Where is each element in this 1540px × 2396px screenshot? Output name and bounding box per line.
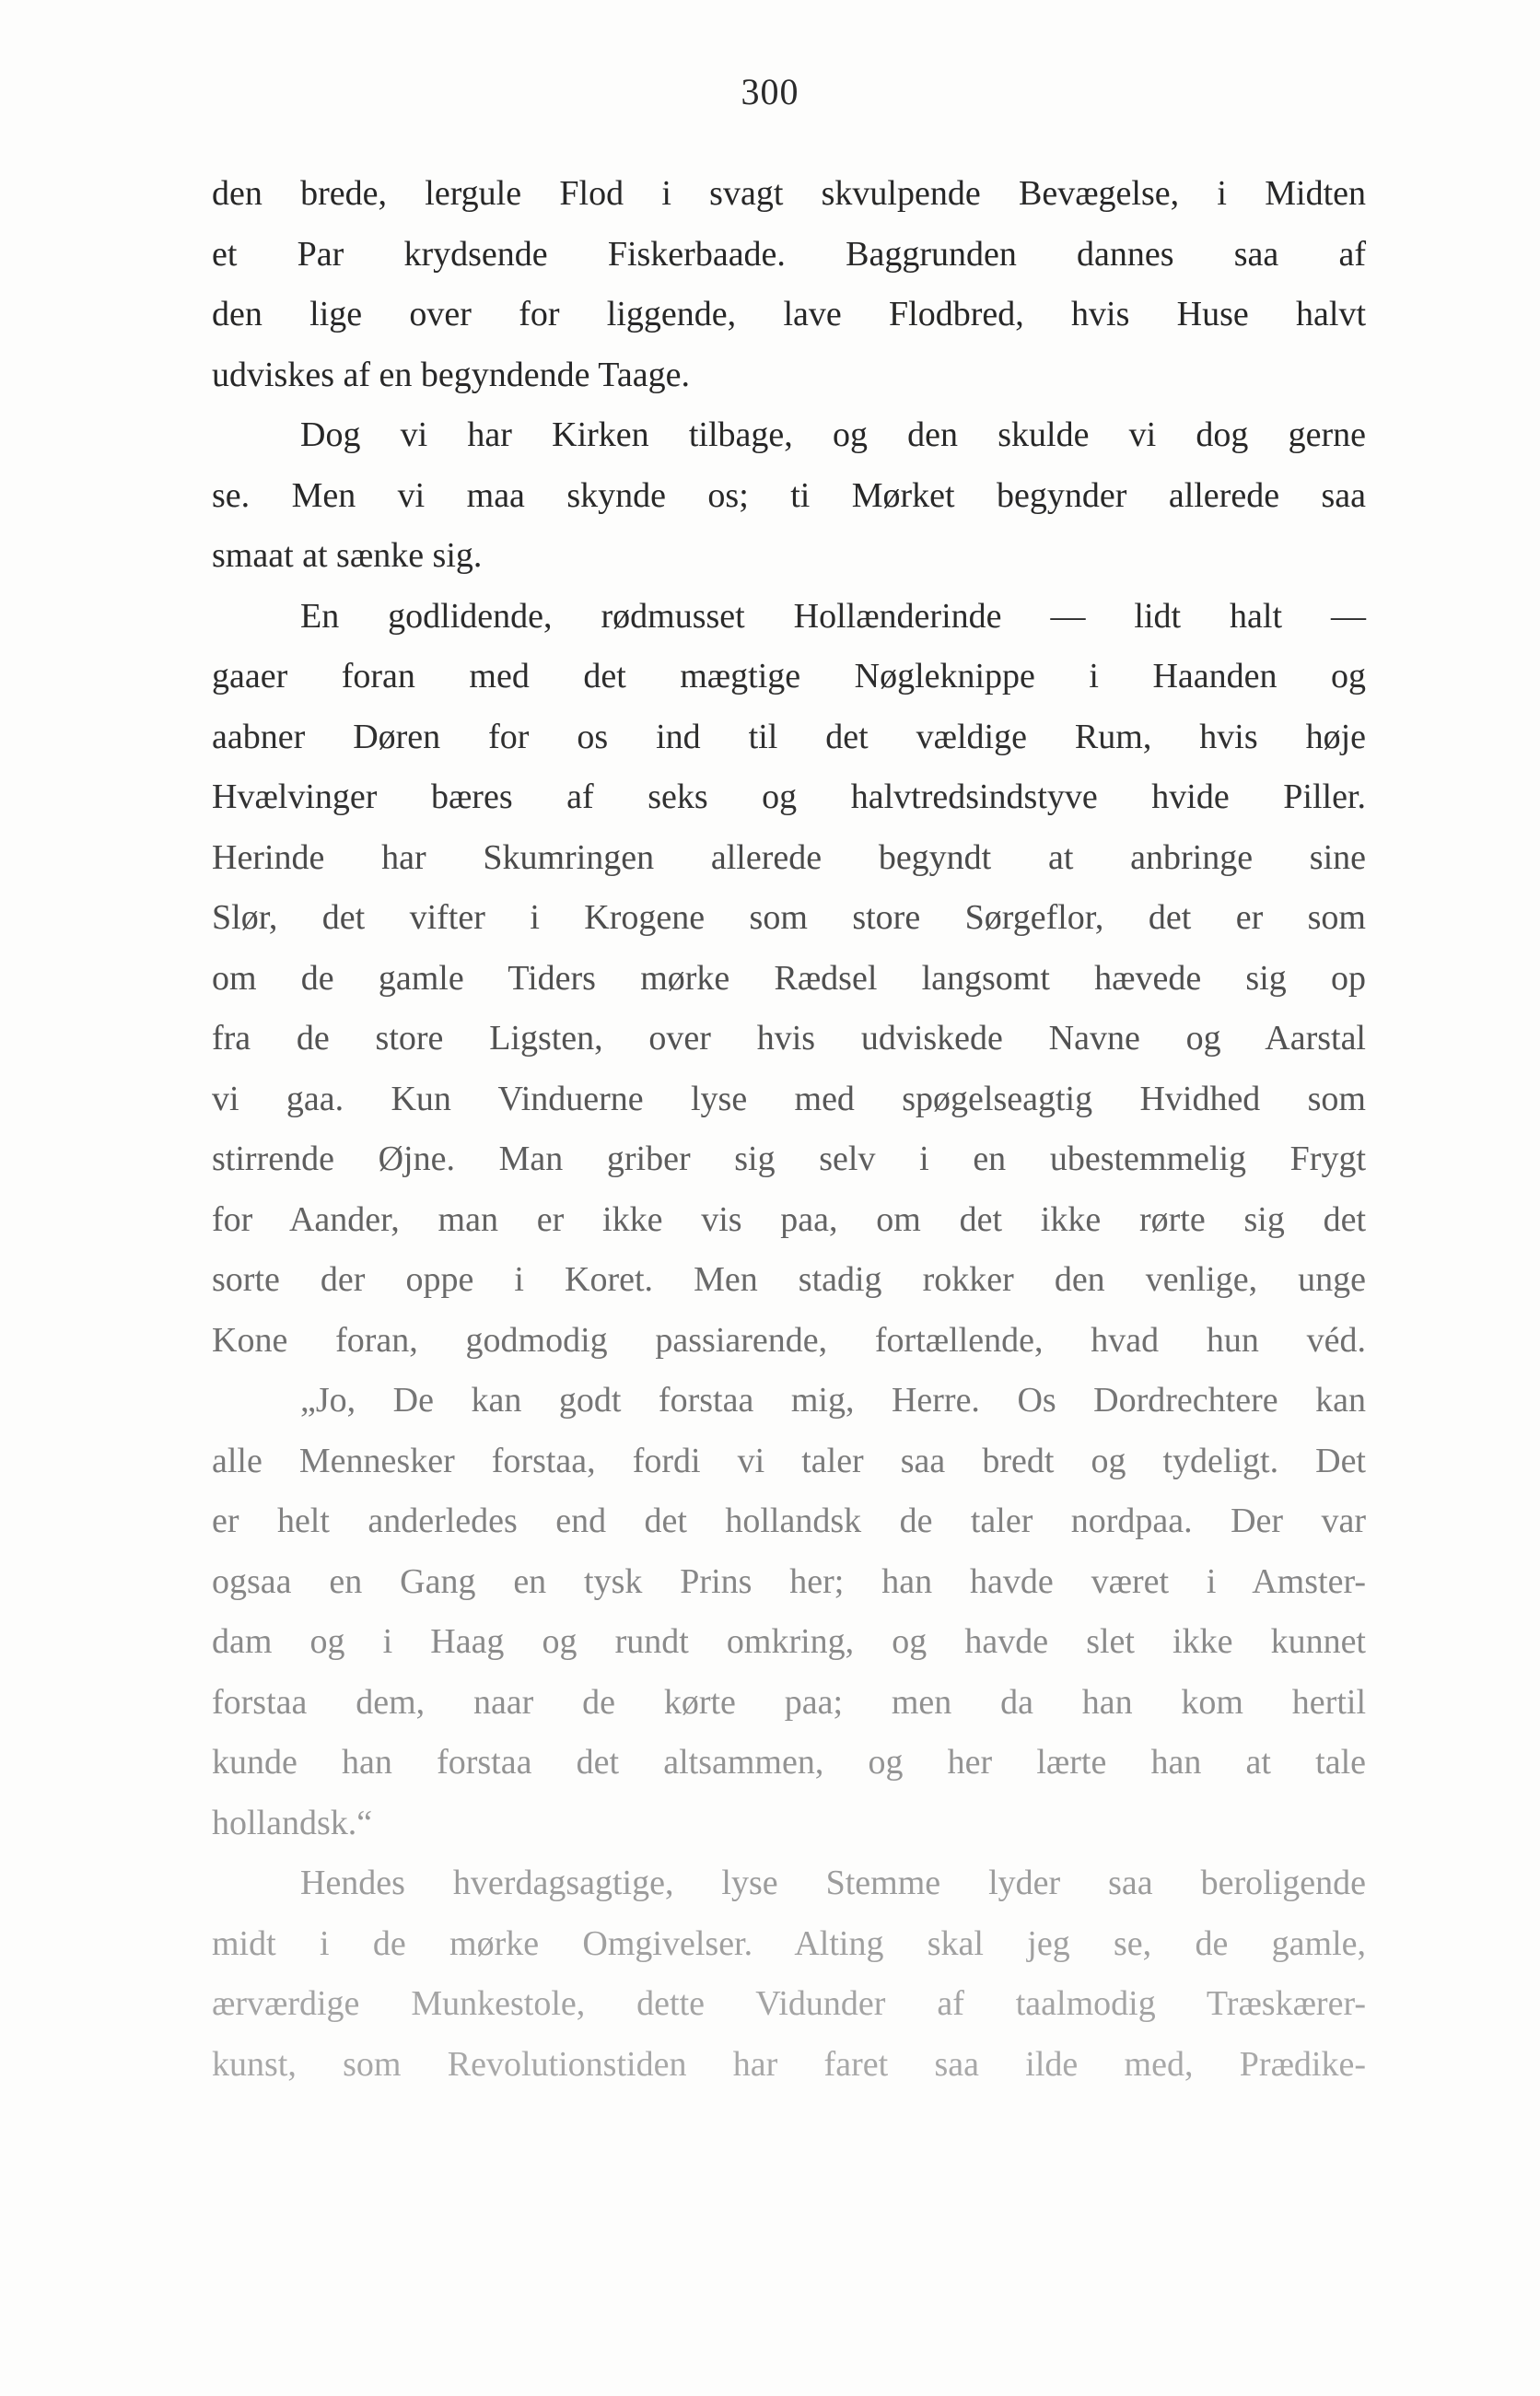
text-line: for Aander, man er ikke vis paa, om det ikke rørte sig det — [212, 1199, 1366, 1239]
text-line: Dog vi har Kirken tilbage, og den skulde vi dog gerne — [300, 415, 1366, 454]
text-line: aabner Døren for os ind til det vældige Rum, hvis høje — [212, 717, 1366, 756]
text-line: udviskes af en begyndende Taage. — [212, 355, 690, 394]
text-line: om de gamle Tiders mørke Rædsel langsomt hævede sig op — [212, 958, 1366, 998]
text-line: et Par krydsende Fiskerbaade. Baggrunden dannes saa af — [212, 234, 1366, 274]
text-line: hollandsk.“ — [212, 1803, 373, 1842]
text-line: ogsaa en Gang en tysk Prins her; han havde været i Amster- — [212, 1561, 1366, 1601]
text-line: gaaer foran med det mægtige Nøgleknippe i Haanden og — [212, 657, 1366, 695]
text-line: vi gaa. Kun Vinduerne lyse med spøgelseagtig Hvidhed som — [212, 1079, 1366, 1118]
text-line: Slør, det vifter i Krogene som store Sørgeflor, det er som — [212, 898, 1366, 937]
text-line: se. Men vi maa skynde os; ti Mørket begynder allerede saa — [212, 475, 1366, 515]
text-line: dam og i Haag og rundt omkring, og havde slet ikke kunnet — [212, 1622, 1366, 1661]
text-line: fra de store Ligsten, over hvis udviskede Navne og Aarstal — [212, 1019, 1366, 1058]
text-line: alle Mennesker forstaa, fordi vi taler saa bredt og tydeligt. Det — [212, 1441, 1366, 1480]
text-line: sorte der oppe i Koret. Men stadig rokker den venlige, unge — [212, 1260, 1366, 1299]
page-number: 300 — [741, 71, 799, 112]
text-line: er helt anderledes end det hollandsk de taler nordpaa. Der var — [212, 1502, 1366, 1540]
text-line: den brede, lergule Flod i svagt skvulpende Bevægelse, i Midten — [212, 174, 1366, 213]
text-line: Herinde har Skumringen allerede begyndt at anbringe sine — [212, 837, 1366, 877]
text-line: kunst, som Revolutionstiden har faret saa ilde med, Prædike- — [212, 2044, 1366, 2084]
text-line: kunde han forstaa det altsammen, og her lærte han at tale — [212, 1743, 1366, 1782]
text-line: midt i de mørke Omgivelser. Alting skal jeg se, de gamle, — [212, 1923, 1366, 1963]
text-line: „Jo, De kan godt forstaa mig, Herre. Os Dordrechtere kan — [300, 1381, 1366, 1420]
text-line: Kone foran, godmodig passiarende, fortællende, hvad hun véd. — [212, 1320, 1366, 1360]
text-line: En godlidende, rødmusset Hollænderinde — lidt halt — — [300, 596, 1366, 636]
text-line: Hendes hverdagsagtige, lyse Stemme lyder saa beroligende — [300, 1864, 1366, 1902]
text-line: ærværdige Munkestole, dette Vidunder af taalmodig Træskærer- — [212, 1984, 1366, 2023]
text-line: forstaa dem, naar de kørte paa; men da han kom hertil — [212, 1682, 1366, 1722]
body-text — [212, 164, 1366, 2095]
text-line: smaat at sænke sig. — [212, 536, 483, 575]
text-line: den lige over for liggende, lave Flodbred, hvis Huse halvt — [212, 295, 1366, 333]
text-line: Hvælvinger bæres af seks og halvtredsindstyve hvide Piller. — [212, 777, 1366, 816]
text-line: stirrende Øjne. Man griber sig selv i en ubestemmelig Frygt — [212, 1140, 1366, 1178]
